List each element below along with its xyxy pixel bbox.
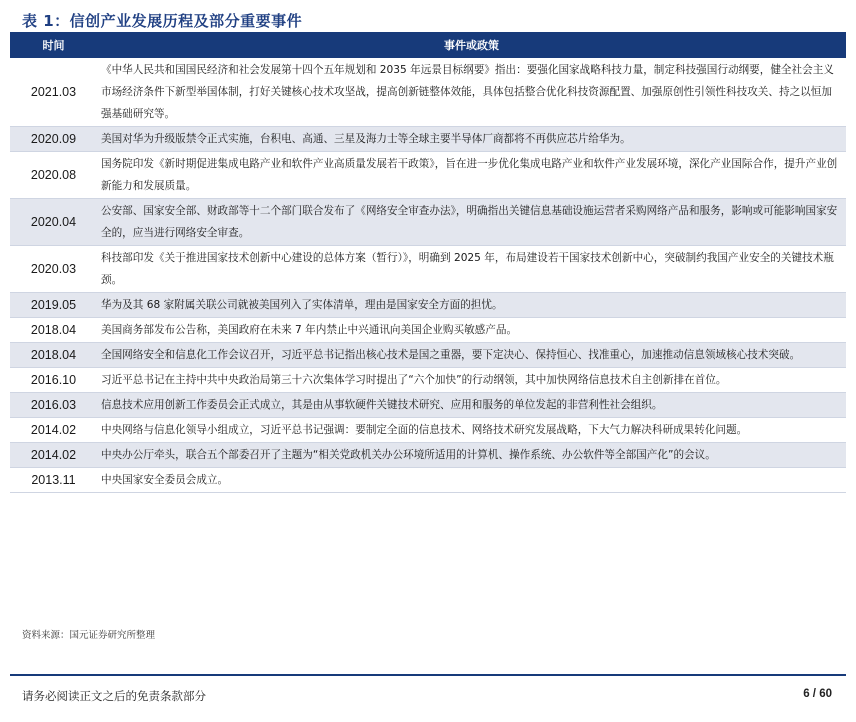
footer-divider	[10, 674, 846, 676]
table-row	[10, 293, 846, 318]
row-date: 2020.09	[10, 127, 97, 152]
header-event: 事件或政策	[97, 32, 846, 58]
table-row	[10, 393, 846, 418]
row-event: 中央办公厅牵头，联合五个部委召开了主题为“相关党政机关办公环境所适用的计算机、操作系统、办公软件等全部国产化”的会议。	[97, 443, 846, 468]
row-date: 2013.11	[10, 468, 97, 493]
row-date: 2019.05	[10, 293, 97, 318]
row-date: 2020.03	[10, 246, 97, 293]
row-event: 国务院印发《新时期促进集成电路产业和软件产业高质量发展若干政策》，旨在进一步优化集成电路产业和软件产业发展环境，深化产业国际合作，提升产业创新能力和发展质量。	[97, 152, 846, 199]
events-table	[10, 32, 846, 493]
row-event: 公安部、国家安全部、财政部等十二个部门联合发布了《网络安全审查办法》，明确指出关键信息基础设施运营者采购网络产品和服务，影响或可能影响国家安全的，应当进行网络安全审查。	[97, 199, 846, 246]
row-event: 美国对华为升级版禁令正式实施，台积电、高通、三星及海力士等全球主要半导体厂商都将不再供应芯片给华为。	[97, 127, 846, 152]
row-date: 2016.03	[10, 393, 97, 418]
row-event: 科技部印发《关于推进国家技术创新中心建设的总体方案（暂行）》，明确到 2025 年，布局建设若干国家技术创新中心，突破制约我国产业安全的关键技术瓶颈。	[97, 246, 846, 293]
table-row	[10, 199, 846, 246]
source-note: 资料来源：国元证券研究所整理	[22, 630, 156, 641]
row-date: 2021.03	[10, 58, 97, 127]
table-row	[10, 418, 846, 443]
row-date: 2020.04	[10, 199, 97, 246]
row-event: 中央网络与信息化领导小组成立，习近平总书记强调：要制定全面的信息技术、网络技术研究发展战略，下大气力解决科研成果转化问题。	[97, 418, 846, 443]
row-date: 2016.10	[10, 368, 97, 393]
table-header-row	[10, 32, 846, 58]
row-event: 美国商务部发布公告称，美国政府在未来 7 年内禁止中兴通讯向美国企业购买敏感产品。	[97, 318, 846, 343]
row-date: 2020.08	[10, 152, 97, 199]
header-date: 时间	[10, 32, 97, 58]
row-event: 信息技术应用创新工作委员会正式成立，其是由从事软硬件关键技术研究、应用和服务的单位发起的非营利性社会组织。	[97, 393, 846, 418]
row-event: 华为及其 68 家附属关联公司就被美国列入了实体清单，理由是国家安全方面的担忧。	[97, 293, 846, 318]
table-row	[10, 318, 846, 343]
page-number: 6 / 60	[803, 688, 832, 700]
footer-disclaimer: 请务必阅读正文之后的免责条款部分	[22, 689, 206, 703]
row-event: 《中华人民共和国国民经济和社会发展第十四个五年规划和 2035 年远景目标纲要》指出：要强化国家战略科技力量，制定科技强国行动纲要，健全社会主义市场经济条件下新型举国体制，打好关键核心技术攻坚战，提高创新链整体效能，具体包括整合优化科技资源配置、加强原创性引领性科技攻关、持之以恒加强基础研究等。	[97, 58, 846, 127]
table-row	[10, 368, 846, 393]
row-event: 习近平总书记在主持中共中央政治局第三十六次集体学习时提出了“六个加快”的行动纲领，其中加快网络信息技术自主创新排在首位。	[97, 368, 846, 393]
row-date: 2014.02	[10, 418, 97, 443]
table-row	[10, 343, 846, 368]
table-row	[10, 443, 846, 468]
row-event: 中央国家安全委员会成立。	[97, 468, 846, 493]
table-row	[10, 246, 846, 293]
row-date: 2018.04	[10, 318, 97, 343]
row-date: 2014.02	[10, 443, 97, 468]
table-row	[10, 152, 846, 199]
row-date: 2018.04	[10, 343, 97, 368]
row-event: 全国网络安全和信息化工作会议召开，习近平总书记指出核心技术是国之重器，要下定决心、保持恒心、找准重心，加速推动信息领域核心技术突破。	[97, 343, 846, 368]
table-title: 表 1：信创产业发展历程及部分重要事件	[22, 12, 303, 30]
table-row	[10, 127, 846, 152]
table-row	[10, 58, 846, 127]
table-row	[10, 468, 846, 493]
